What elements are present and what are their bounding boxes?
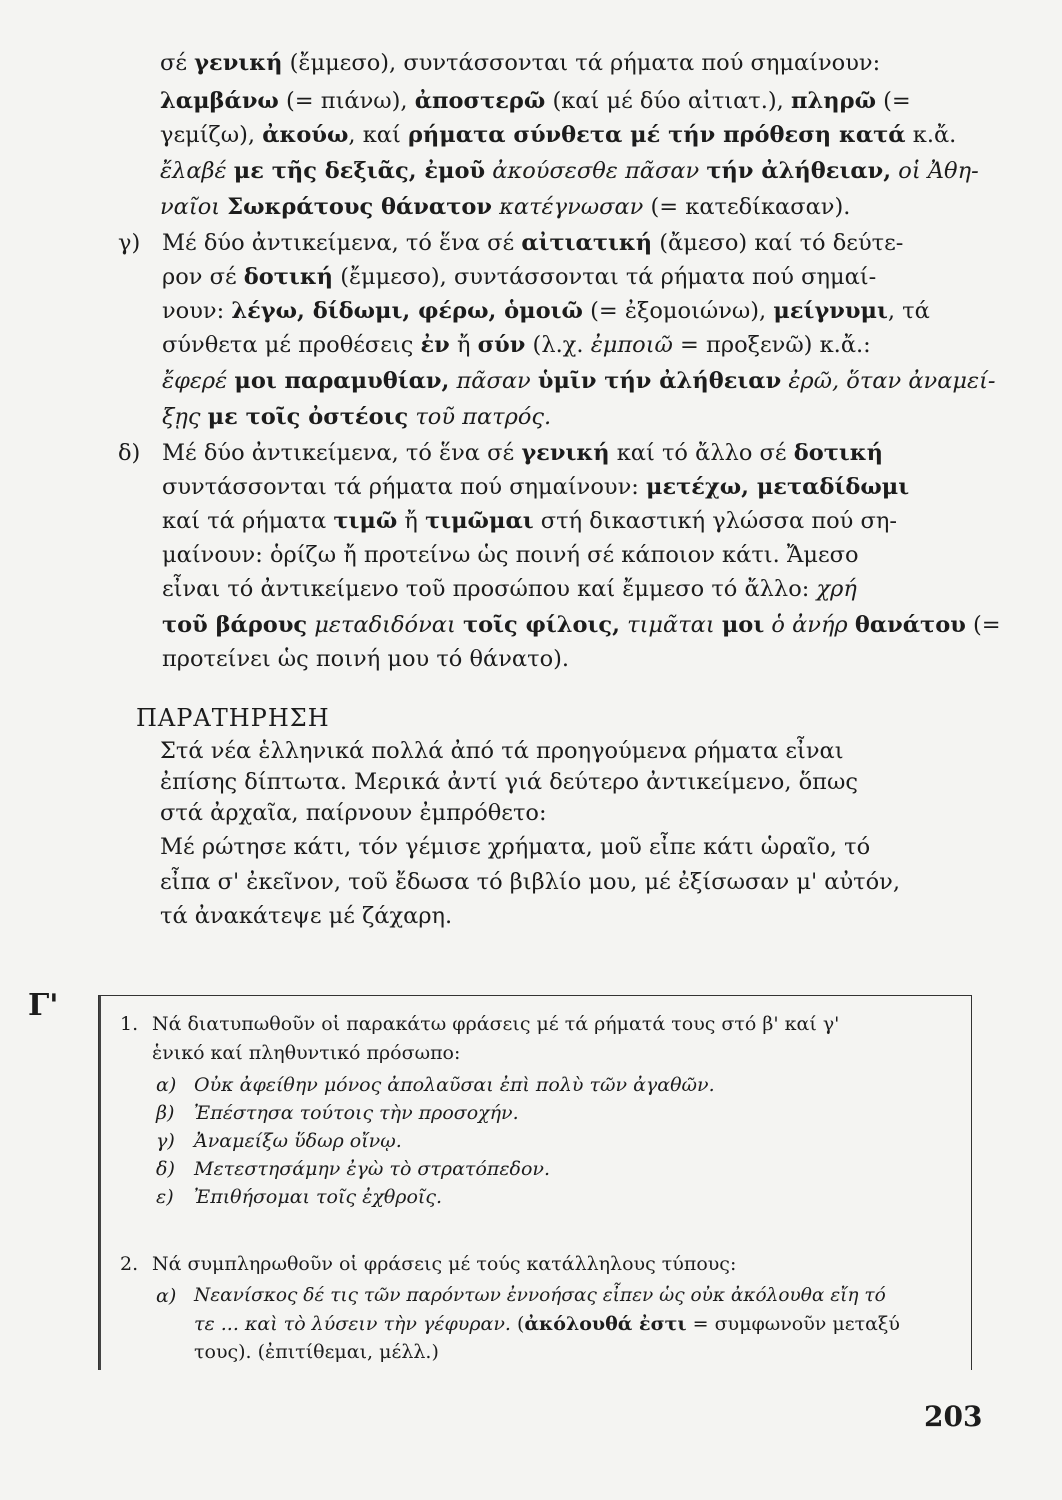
bold-term: τοῖς φίλοις,: [462, 612, 620, 638]
bold-term: γενική: [521, 440, 610, 466]
item-line: [162, 262, 876, 292]
text-run: = προξενῶ) κ.ἄ.:: [672, 332, 871, 358]
bold-term: λαμβάνω: [160, 88, 279, 114]
exercise-item: Οὐκ ἀφείθην μόνος ἀπολαῦσαι ἐπὶ πολὺ τῶν ἀγαθῶν.: [194, 1074, 715, 1096]
bold-term: δοτική: [243, 264, 334, 290]
item-line: [162, 366, 996, 396]
italic-example: ναῖοι: [160, 194, 228, 220]
bold-term: ἀποστερῶ: [414, 88, 546, 114]
bold-term: ἀκόλουθά ἐστι: [524, 1313, 687, 1335]
text-run: καί τό ἄλλο σέ: [609, 440, 794, 466]
exercise-item: Νεανίσκος δέ τις τῶν παρόντων ἐννοήσας εἶπεν ὡς οὐκ ἀκόλουθα εἴη τό: [194, 1285, 886, 1306]
exercise-item: Μετεστησάμην ἐγὼ τὸ στρατόπεδον.: [194, 1158, 550, 1180]
exercise-item-label: δ): [156, 1158, 175, 1180]
italic-example: τοῦ πατρός.: [408, 404, 552, 430]
text-run: (ἔμμεσο), συντάσσονται τά ρήματα πού σημαί-: [333, 264, 877, 290]
item-label: δ): [118, 440, 141, 466]
section-mark: Γ': [28, 988, 59, 1023]
exercise-item-label: α): [156, 1074, 177, 1096]
note-line: εἶπα σ' ἐκεῖνον, τοῦ ἔδωσα τό βιβλίο μου, μέ ἐξίσωσαν μ' αὐτόν,: [160, 869, 901, 895]
item-line: [162, 574, 857, 604]
text-run: νουν:: [162, 298, 232, 324]
italic-example: πᾶσαν: [449, 368, 538, 394]
text-run: Μέ δύο ἀντικείμενα, τό ἕνα σέ: [162, 230, 522, 256]
text-run: συντάσσονται τά ρήματα πού σημαίνουν:: [162, 474, 646, 500]
bold-term: γενική: [194, 50, 283, 76]
bold-term: τιμῶμαι: [425, 508, 534, 534]
note-line: Στά νέα ἑλληνικά πολλά ἀπό τά προηγούμενα ρήματα εἶναι: [160, 738, 844, 764]
item-label: γ): [118, 230, 141, 256]
bold-term: Σωκράτους θάνατον: [227, 194, 492, 220]
exercise-item: Ἐπέστησα τούτοις τὴν προσοχήν.: [194, 1102, 519, 1124]
italic-example: ἐρῶ, ὅταν ἀναμεί-: [781, 368, 996, 394]
item-line: [162, 330, 871, 360]
exercise-item-cont: [194, 1310, 900, 1338]
text-run: (=: [965, 612, 1001, 638]
italic-example: τιμᾶται: [619, 612, 722, 638]
italic-example: οἱ Ἀθη-: [891, 158, 979, 184]
bold-term: πληρῶ: [791, 88, 876, 114]
bold-term: ὑμῖν τήν ἀλήθειαν: [537, 368, 782, 394]
exercise-item: Ἐπιθήσομαι τοῖς ἐχθροῖς.: [194, 1186, 443, 1208]
text-run: , καί: [348, 122, 408, 148]
item-line: [162, 644, 569, 674]
item-line: [162, 438, 883, 468]
text-run: (=: [876, 88, 911, 114]
bold-term: μοι: [721, 612, 765, 638]
paragraph-line: [160, 156, 979, 186]
paren: (: [510, 1313, 525, 1335]
bold-term: αἰτιατική: [521, 230, 653, 256]
text-run: (ἄμεσο) καί τό δεύτε-: [652, 230, 904, 256]
italic-example: χρή: [816, 576, 857, 602]
text-run: (λ.χ.: [525, 332, 591, 358]
text-run: (= πιάνω),: [278, 88, 415, 114]
exercise-item-label: γ): [156, 1130, 175, 1152]
italic-example: κατέγνωσαν: [492, 194, 644, 220]
bold-term: σύν: [477, 332, 526, 358]
paragraph-line: [160, 120, 956, 150]
italic-example: ἀκούσεσθε πᾶσαν: [485, 158, 707, 184]
note-line: τά ἀνακάτεψε μέ ζάχαρη.: [160, 903, 453, 929]
gloss: = συμφωνοῦν μεταξύ: [686, 1313, 900, 1335]
exercise-item-label: ε): [156, 1186, 174, 1208]
item-line: [162, 402, 551, 432]
text-run: μαίνουν: ὁρίζω ἤ προτείνω ὡς ποινή σέ κάποιον κάτι. Ἄμεσο: [162, 542, 859, 568]
text-run: ἤ: [449, 332, 478, 358]
bold-term: λέγω, δίδωμι, φέρω, ὁμοιῶ: [231, 298, 583, 324]
item-line: [162, 540, 859, 570]
italic-example: ξῃς: [162, 404, 208, 430]
text-run: (ἔμμεσο), συντάσσονται τά ρήματα πού σημαίνουν:: [282, 50, 881, 76]
exercise-item-text: τε ... καὶ τὸ λύσειν τὴν γέφυραν.: [194, 1313, 511, 1335]
italic-example: ἔφερέ: [162, 368, 235, 394]
text-run: (καί μέ δύο αἰτιατ.),: [545, 88, 791, 114]
text-run: , τά: [887, 298, 930, 324]
text-run: κ.ἄ.: [905, 122, 957, 148]
bold-term: μετέχω, μεταδίδωμι: [645, 474, 910, 500]
italic-example: ἐμποιῶ: [590, 332, 673, 358]
exercise-item-label: β): [156, 1102, 175, 1124]
bold-term: με τοῖς ὀστέοις: [207, 404, 409, 430]
bold-term: τήν ἀλήθειαν,: [706, 158, 892, 184]
bold-term: τιμῶ: [333, 508, 398, 534]
italic-example: ἔλαβέ: [160, 158, 234, 184]
paragraph-line: [160, 192, 850, 222]
bold-term: μείγνυμι: [773, 298, 888, 324]
exercise-instruction: Νά διατυπωθοῦν οἱ παρακάτω φράσεις μέ τά ρήματά τους στό β' καί γ': [152, 1013, 840, 1035]
item-line: [162, 472, 909, 502]
item-line: [162, 610, 1001, 640]
text-run: γεμίζω),: [160, 122, 263, 148]
paragraph-line: [160, 48, 880, 78]
note-line: ἐπίσης δίπτωτα. Μερικά ἀντί γιά δεύτερο ἀντικείμενο, ὅπως: [160, 769, 858, 795]
text-run: (= κατεδίκασαν).: [643, 194, 851, 220]
exercise-instruction: Νά συμπληρωθοῦν οἱ φράσεις μέ τούς κατάλληλους τύπους:: [152, 1253, 737, 1275]
text-run: ρον σέ: [162, 264, 244, 290]
item-line: [162, 296, 930, 326]
bold-term: με τῆς δεξιᾶς, ἐμοῦ: [233, 158, 486, 184]
text-run: καί τά ρήματα: [162, 508, 334, 534]
bold-term: δοτική: [793, 440, 883, 466]
bold-term: ἀκούω: [262, 122, 349, 148]
text-run: σύνθετα μέ προθέσεις: [162, 332, 421, 358]
text-run: προτείνει ὡς ποινή μου τό θάνατο).: [162, 646, 570, 672]
note-heading: ΠΑΡΑΤΗΡΗΣΗ: [136, 704, 330, 732]
item-line: [162, 228, 903, 258]
text-run: στή δικαστική γλώσσα πού ση-: [533, 508, 897, 534]
exercise-item-cont: τους). (ἐπιτίθεμαι, μέλλ.): [194, 1341, 439, 1363]
exercise-item: Ἀναμείξω ὕδωρ οἴνῳ.: [194, 1130, 402, 1152]
item-line: [162, 506, 897, 536]
text-run: σέ: [160, 50, 195, 76]
bold-term: θανάτου: [854, 612, 966, 638]
bold-term: ἐν: [420, 332, 450, 358]
page-number: 203: [924, 1400, 983, 1433]
italic-example: μεταδιδόναι: [307, 612, 463, 638]
note-line: στά ἀρχαῖα, παίρνουν ἐμπρόθετο:: [160, 800, 547, 826]
paragraph-line: [160, 86, 911, 116]
exercise-item-label: α): [156, 1285, 177, 1307]
text-run: εἶναι τό ἀντικείμενο τοῦ προσώπου καί ἔμμεσο τό ἄλλο:: [162, 576, 817, 602]
text-run: ἤ: [397, 508, 426, 534]
italic-example: ὁ ἀνήρ: [764, 612, 855, 638]
text-run: (= ἐξομοιώνω),: [582, 298, 774, 324]
text-run: Μέ δύο ἀντικείμενα, τό ἕνα σέ: [162, 440, 522, 466]
exercise-number: 1.: [120, 1013, 139, 1035]
bold-term: ρήματα σύνθετα μέ τήν πρόθεση κατά: [407, 122, 906, 148]
bold-term: μοι παραμυθίαν,: [234, 368, 450, 394]
exercise-number: 2.: [120, 1253, 139, 1275]
note-line: Μέ ρώτησε κάτι, τόν γέμισε χρήματα, μοῦ εἶπε κάτι ὡραῖο, τό: [160, 834, 871, 860]
exercise-instruction: ἑνικό καί πληθυντικό πρόσωπο:: [152, 1042, 461, 1064]
bold-term: τοῦ βάρους: [162, 612, 308, 638]
